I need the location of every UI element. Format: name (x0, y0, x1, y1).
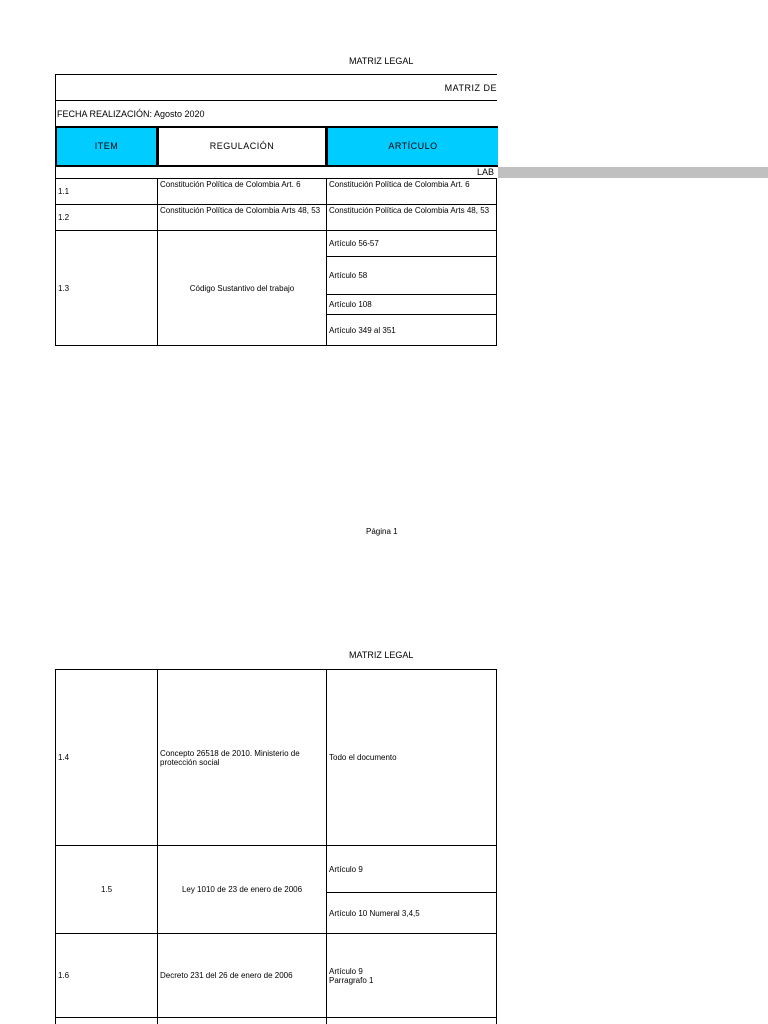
page-number: Página 1 (366, 527, 398, 536)
table-row-articulo: Artículo 58 (326, 256, 497, 295)
section-band-left-border (55, 167, 56, 178)
next-row-divider (157, 1017, 158, 1024)
table-row-articulo: Artículo 9 (326, 845, 497, 893)
column-header-regulacion: REGULACIÓN (157, 126, 327, 167)
table-row-item: 1.4 (55, 669, 158, 846)
table-row-item: 1.1 (55, 178, 158, 205)
table-row-item: 1.6 (55, 933, 158, 1018)
fecha-realizacion: FECHA REALIZACIÓN: Agosto 2020 (57, 109, 205, 119)
banner-title: MATRIZ DE (444, 83, 497, 93)
section-band (498, 167, 768, 178)
page-header-title: MATRIZ LEGAL (349, 56, 414, 66)
table-row-articulo: Artículo 349 al 351 (326, 314, 497, 346)
table-row-regulacion: Constitución Política de Colombia Arts 48, 53 (157, 204, 327, 231)
table-row-item: 1.3 (55, 230, 158, 346)
table-row-articulo: Artículo 10 Numeral 3,4,5 (326, 892, 497, 934)
table-row-articulo: Artículo 9 Parragrafo 1 (326, 933, 497, 1018)
fecha-row-border (55, 101, 56, 127)
table-row-articulo: Todo el documento (326, 669, 497, 846)
table-row-articulo: Artículo 56-57 (326, 230, 497, 257)
next-row-divider (326, 1017, 327, 1024)
page-header-title: MATRIZ LEGAL (349, 650, 414, 660)
table-row-regulacion: Constitución Política de Colombia Art. 6 (157, 178, 327, 205)
table-row-regulacion: Concepto 26518 de 2010. Ministerio de protección social (157, 669, 327, 846)
table-row-regulacion: Ley 1010 de 23 de enero de 2006 (157, 845, 327, 934)
table-row-articulo: Constitución Política de Colombia Art. 6 (326, 178, 497, 205)
table-row-item: 1.2 (55, 204, 158, 231)
table-row-articulo: Constitución Política de Colombia Arts 48, 53 (326, 204, 497, 231)
table-row-regulacion: Decreto 231 del 26 de enero de 2006 (157, 933, 327, 1018)
section-label: LAB (477, 167, 495, 177)
next-row-border (55, 1017, 497, 1024)
column-header-item: ITEM (55, 126, 158, 167)
table-row-item: 1.5 (55, 845, 158, 934)
table-row-articulo: Artículo 108 (326, 294, 497, 315)
table-right-edge (496, 178, 497, 346)
column-header-articulo: ARTÍCULO (326, 126, 498, 167)
table-row-regulacion: Código Sustantivo del trabajo (157, 230, 327, 346)
banner-box (55, 74, 497, 101)
